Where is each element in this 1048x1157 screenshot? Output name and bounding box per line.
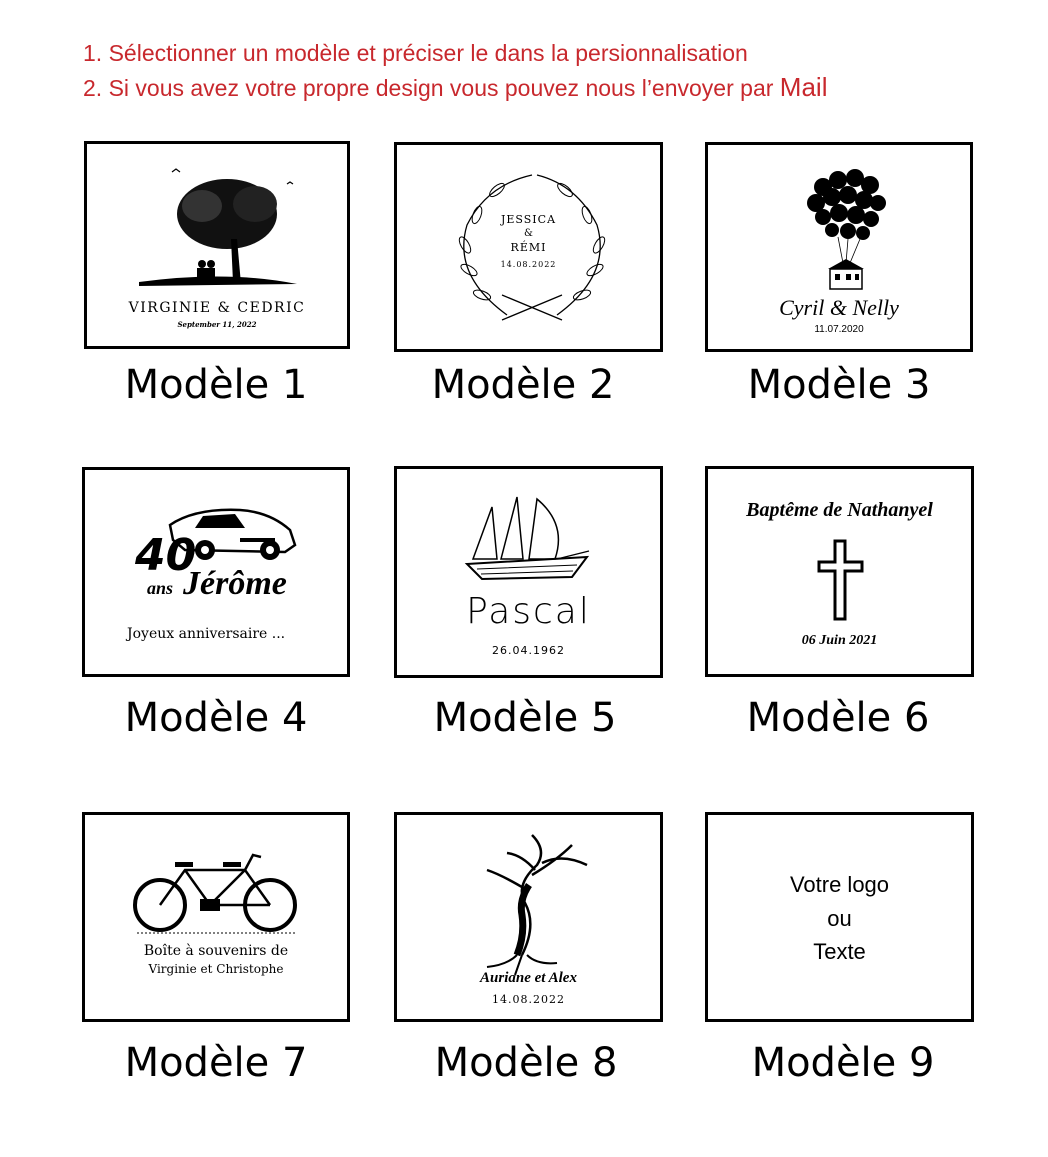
model-1-card[interactable] (84, 141, 350, 349)
model-8-card[interactable] (394, 812, 663, 1022)
model-6-caption: Modèle 6 (746, 695, 930, 741)
model-7-card[interactable] (82, 812, 350, 1022)
model-4-message: Joyeux anniversaire ... (127, 626, 286, 642)
model-2-date: 14.08.2022 (500, 260, 557, 269)
mail-link[interactable]: Mail (779, 72, 828, 102)
model-4-name: Jérôme (183, 565, 287, 602)
model-4-caption: Modèle 4 (124, 695, 308, 741)
model-8-date: 14.08.2022 (492, 993, 565, 1006)
model-9-card[interactable] (705, 812, 974, 1022)
model-3-caption: Modèle 3 (747, 362, 931, 408)
model-2-name-2: RÉMI (510, 241, 547, 254)
model-6-date: 06 Juin 2021 (801, 633, 878, 648)
model-5-card[interactable] (394, 466, 663, 678)
model-4-ans: ans (147, 578, 174, 598)
model-4-card[interactable] (82, 467, 350, 677)
model-9-line-1: Votre logo (789, 872, 890, 897)
model-5-name: Pascal (466, 591, 591, 632)
model-5-date: 26.04.1962 (492, 644, 565, 657)
instruction-line-2 (83, 72, 827, 103)
instruction-line-1: 1. Sélectionner un modèle et préciser le dans la persionnalisation (83, 40, 748, 66)
model-1-names: VIRGINIE & CEDRIC (128, 300, 306, 316)
model-2-ampersand: & (524, 228, 533, 239)
instruction-line-2-text: 2. Si vous avez votre propre design vous pouvez nous l’envoyer par (83, 75, 774, 101)
model-3-date: 11.07.2020 (814, 324, 864, 335)
model-6-card[interactable] (705, 466, 974, 677)
model-7-caption: Modèle 7 (124, 1040, 308, 1086)
model-8-names: Auriane et Alex (480, 970, 577, 986)
model-6-title: Baptême de Nathanyel (746, 499, 933, 521)
model-4-age: 40 (135, 530, 197, 581)
model-9-caption: Modèle 9 (751, 1040, 935, 1086)
model-3-names: Cyril & Nelly (779, 295, 899, 320)
tandem-bicycle-icon (85, 815, 353, 1025)
model-5-caption: Modèle 5 (433, 695, 617, 741)
model-2-card[interactable] (394, 142, 663, 352)
model-2-caption: Modèle 2 (431, 362, 615, 408)
model-8-caption: Modèle 8 (434, 1040, 618, 1086)
model-3-card[interactable] (705, 142, 973, 352)
model-7-line-1: Boîte à souvenirs de (143, 943, 289, 959)
model-9-line-3: Texte (813, 939, 866, 964)
model-1-date: September 11, 2022 (177, 320, 257, 329)
model-1-caption: Modèle 1 (124, 362, 308, 408)
model-9-line-2: ou (827, 906, 852, 931)
model-7-line-2: Virginie et Christophe (148, 962, 284, 976)
model-2-name-1: JESSICA (500, 213, 557, 226)
